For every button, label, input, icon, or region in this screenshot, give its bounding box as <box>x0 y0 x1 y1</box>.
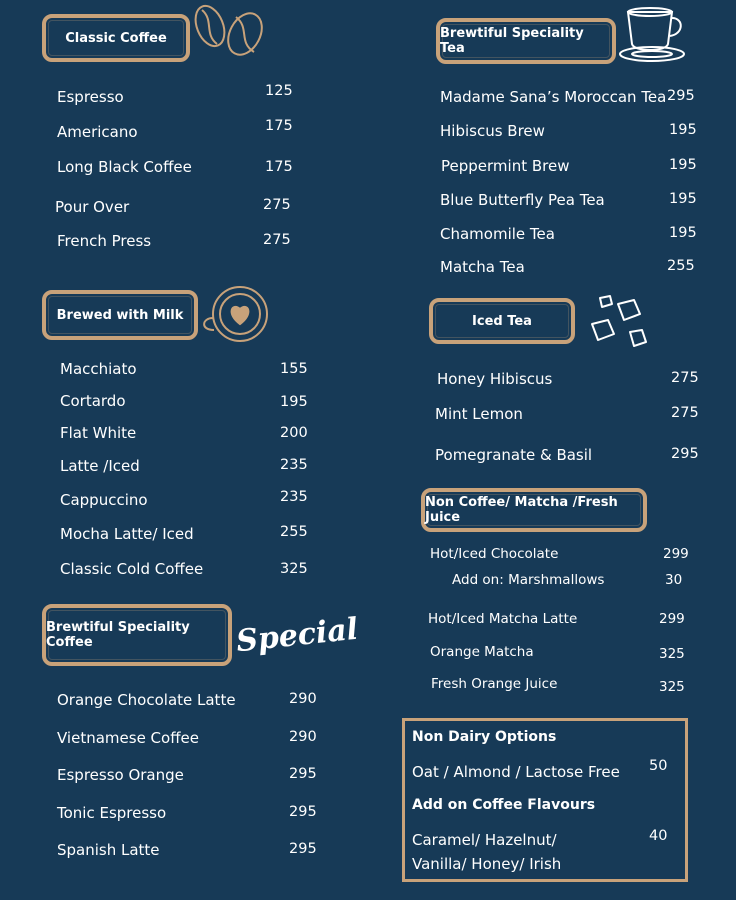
menu-item-price: 275 <box>671 405 699 421</box>
section-title-classic-coffee: Classic Coffee <box>65 30 167 46</box>
menu-item-name: Madame Sana’s Moroccan Tea <box>440 88 667 106</box>
menu-item-price: 295 <box>289 804 317 820</box>
menu-item-name: Latte /Iced <box>60 457 140 475</box>
menu-item-name: Peppermint Brew <box>441 157 570 175</box>
menu-item-price: 195 <box>669 122 697 138</box>
menu-item-price: 235 <box>280 489 308 505</box>
section-badge-classic-coffee <box>42 14 190 62</box>
menu-item-price: 195 <box>280 394 308 410</box>
menu-item-price: 295 <box>289 766 317 782</box>
menu-item-name: Cortardo <box>60 392 126 410</box>
menu-item-price: 290 <box>289 691 317 707</box>
non-dairy-item: Oat / Almond / Lactose Free <box>412 763 620 781</box>
flavours-line-1: Caramel/ Hazelnut/ <box>412 831 557 849</box>
menu-item-name: Mint Lemon <box>435 405 523 423</box>
menu-item-name: Pomegranate & Basil <box>435 446 593 464</box>
menu-item-name: Americano <box>57 123 138 141</box>
menu-item-name: Chamomile Tea <box>440 225 555 243</box>
ice-cubes-icon <box>588 292 652 354</box>
menu-item-name: Add on: Marshmallows <box>452 572 605 588</box>
menu-item-price: 299 <box>659 611 685 627</box>
section-badge-iced-tea <box>429 298 575 344</box>
menu-item-name: Flat White <box>60 424 137 442</box>
menu-item-name: Long Black Coffee <box>57 158 192 176</box>
menu-item-price: 175 <box>265 118 293 134</box>
section-title-iced-tea: Iced Tea <box>472 313 532 329</box>
section-badge-non-coffee <box>421 488 647 532</box>
section-badge-speciality-coffee <box>42 604 232 666</box>
menu-item-price: 200 <box>280 425 308 441</box>
coffee-beans-icon <box>190 0 270 62</box>
menu-item-name: Pour Over <box>55 198 130 216</box>
non-dairy-price: 50 <box>649 758 668 774</box>
menu-item-name: Mocha Latte/ Iced <box>60 525 194 543</box>
menu-item-name: Espresso Orange <box>57 766 184 784</box>
section-badge-speciality-tea <box>436 18 616 64</box>
menu-item-price: 295 <box>289 841 317 857</box>
section-badge-brewed-with-milk <box>42 290 198 340</box>
menu-item-price: 275 <box>263 232 291 248</box>
menu-item-price: 275 <box>263 197 291 213</box>
section-title-speciality-coffee: Brewtiful Speciality Coffee <box>46 620 190 650</box>
flavours-price: 40 <box>649 828 668 844</box>
latte-art-cup-icon <box>196 284 276 346</box>
menu-item-name: French Press <box>57 232 152 250</box>
menu-item-price: 30 <box>665 572 683 588</box>
special-tag: Special <box>234 611 360 660</box>
menu-item-name: Cappuccino <box>60 491 148 509</box>
menu-item-price: 325 <box>659 679 685 695</box>
menu-item-name: Hot/Iced Chocolate <box>430 546 559 562</box>
menu-item-price: 325 <box>280 561 308 577</box>
menu-item-name: Classic Cold Coffee <box>60 560 204 578</box>
menu-item-name: Fresh Orange Juice <box>431 676 558 692</box>
menu-item-price: 195 <box>669 191 697 207</box>
menu-item-name: Honey Hibiscus <box>437 370 553 388</box>
menu-item-price: 275 <box>671 370 699 386</box>
menu-item-name: Orange Chocolate Latte <box>57 691 236 709</box>
menu-item-name: Tonic Espresso <box>57 804 167 822</box>
menu-item-price: 295 <box>667 88 695 104</box>
section-title-non-coffee: Non Coffee/ Matcha /Fresh Juice <box>425 495 618 525</box>
menu-item-name: Hot/Iced Matcha Latte <box>428 611 578 627</box>
menu-item-name: Macchiato <box>60 360 137 378</box>
menu-item-price: 255 <box>667 258 695 274</box>
menu-item-name: Blue Butterfly Pea Tea <box>440 191 605 209</box>
menu-item-name: Orange Matcha <box>430 644 534 660</box>
menu-item-price: 325 <box>659 646 685 662</box>
menu-item-price: 235 <box>280 457 308 473</box>
menu-item-price: 125 <box>265 83 293 99</box>
menu-item-name: Vietnamese Coffee <box>57 729 200 747</box>
menu-item-price: 295 <box>671 446 699 462</box>
section-title-speciality-tea: Brewtiful Speciality Tea <box>440 26 584 56</box>
menu-item-price: 195 <box>669 225 697 241</box>
menu-item-price: 255 <box>280 524 308 540</box>
menu-item-price: 195 <box>669 157 697 173</box>
tea-cup-icon <box>618 2 690 66</box>
section-title-brewed-with-milk: Brewed with Milk <box>56 307 184 323</box>
menu-item-price: 299 <box>663 546 689 562</box>
menu-item-name: Espresso <box>57 88 124 106</box>
menu-item-price: 155 <box>280 361 308 377</box>
non-dairy-heading: Non Dairy Options <box>412 729 557 745</box>
menu-item-price: 175 <box>265 159 293 175</box>
menu-item-name: Matcha Tea <box>440 258 525 276</box>
menu-item-price: 290 <box>289 729 317 745</box>
flavours-heading: Add on Coffee Flavours <box>412 797 596 813</box>
menu-item-name: Hibiscus Brew <box>440 122 545 140</box>
flavours-line-2: Vanilla/ Honey/ Irish <box>412 855 562 873</box>
menu-item-name: Spanish Latte <box>57 841 160 859</box>
